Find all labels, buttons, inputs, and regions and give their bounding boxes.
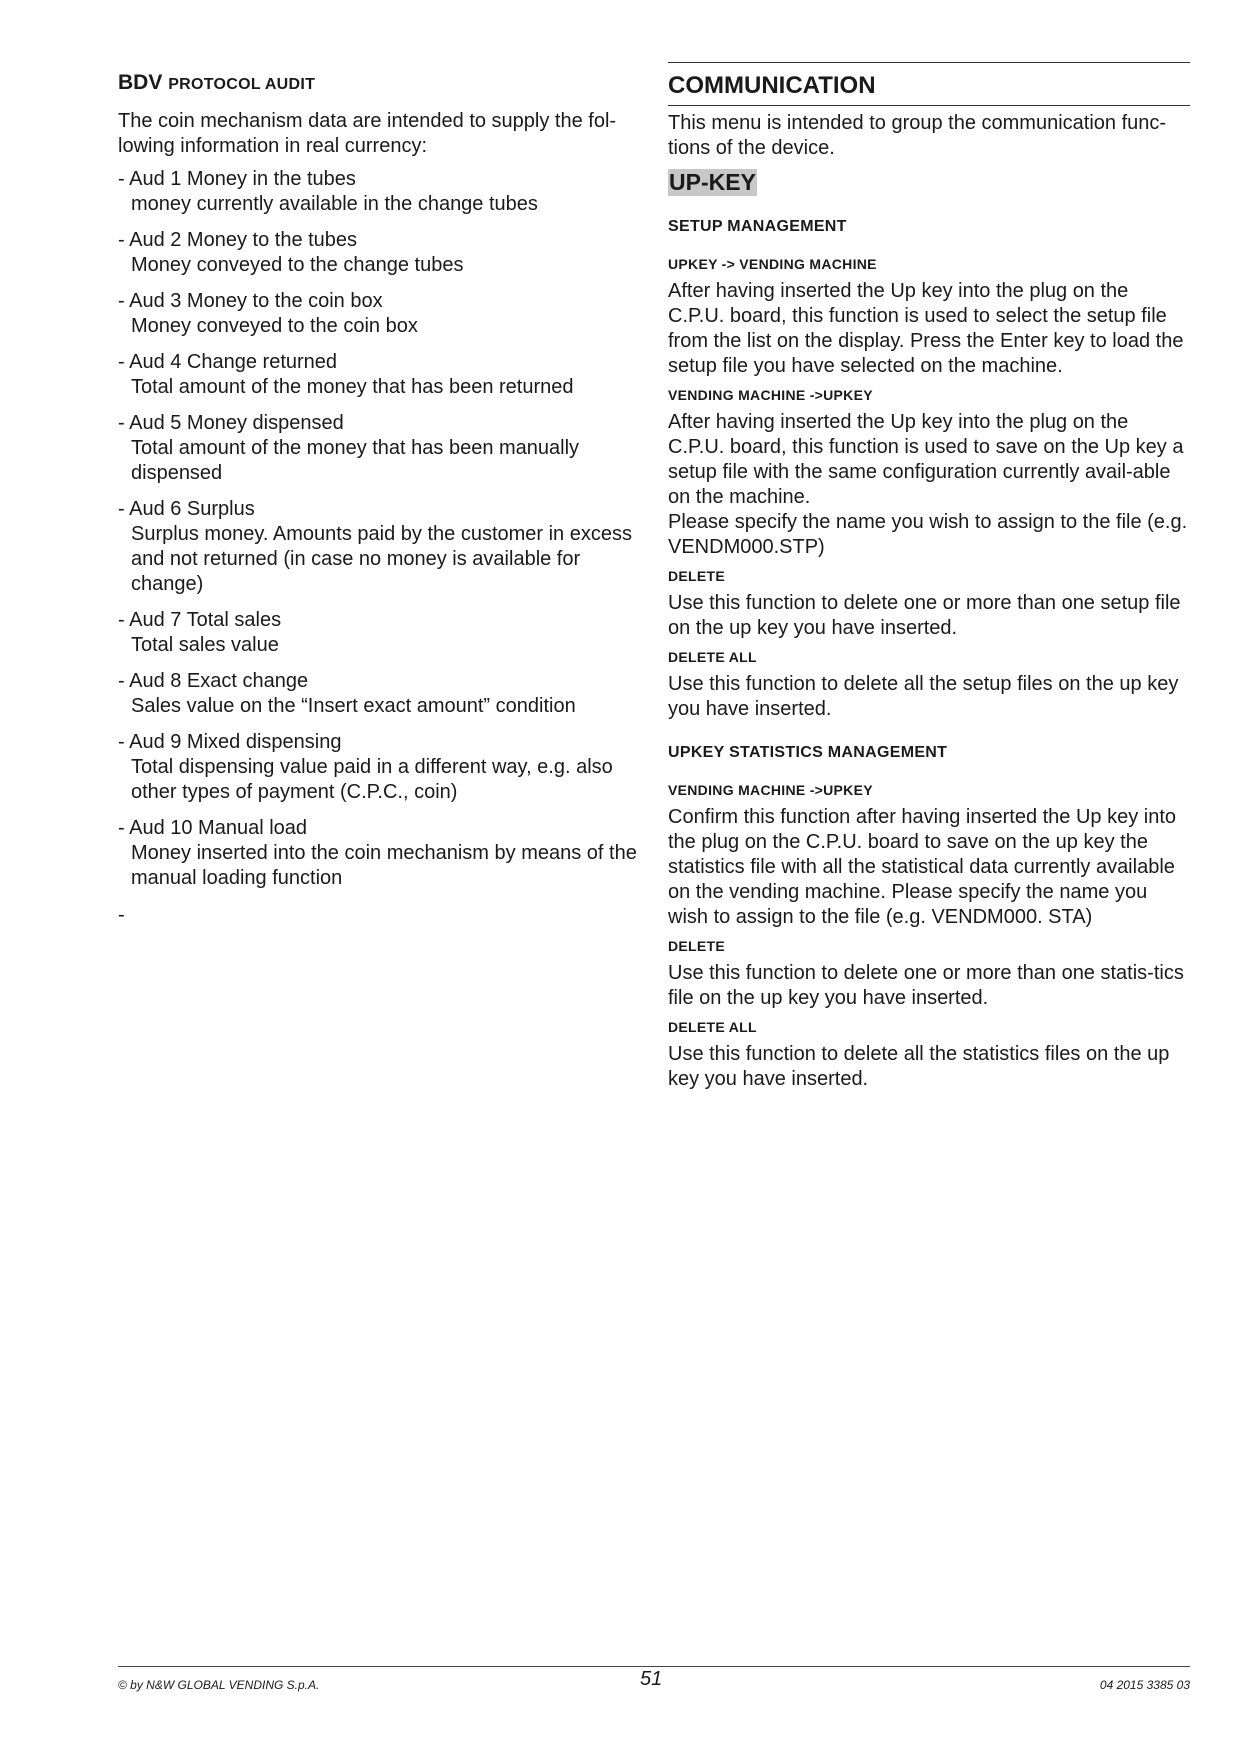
aud-label: - Aud 7 Total sales — [118, 609, 282, 632]
setup-text-delete: Use this function to delete one or more than one setup file on the up key you have inserted. — [668, 592, 1181, 640]
setup-text-filename: Please specify the name you wish to assign to the file (e.g. VENDM000.STP) — [668, 511, 1188, 559]
section-intro: This menu is intended to group the communication func-tions of the device. — [668, 112, 1167, 160]
aud-desc: Total amount of the money that has been manually dispensed — [131, 437, 580, 485]
setup-text-vm-to-upkey: After having inserted the Up key into the plug on the C.P.U. board, this function is used to save on the Up key a setup file with the same configuration currently avail-able on the machine. — [668, 411, 1184, 509]
section-title: COMMUNICATION — [668, 72, 876, 99]
stats-sub-delete: DELETE — [668, 938, 726, 955]
right-column — [668, 62, 1190, 1100]
stats-sub-vm-to-upkey: VENDING MACHINE ->UPKEY — [668, 782, 873, 799]
aud-label: - Aud 4 Change returned — [118, 351, 338, 374]
list-item — [118, 167, 638, 217]
aud-desc: Money inserted into the coin mechanism by means of the manual loading function — [131, 842, 637, 890]
setup-text-upkey-to-vm: After having inserted the Up key into the plug on the C.P.U. board, this function is used to select the setup file from the list on the display. Press the Enter key to load the setup file you have selected on the machine. — [668, 280, 1184, 378]
setup-heading: SETUP MANAGEMENT — [668, 218, 847, 236]
aud-label: - Aud 9 Mixed dispensing — [118, 731, 342, 754]
aud-label: - Aud 2 Money to the tubes — [118, 229, 358, 252]
left-column — [118, 62, 638, 928]
setup-text-delete-all: Use this function to delete all the setup files on the up key you have inserted. — [668, 673, 1179, 721]
stats-heading: UPKEY STATISTICS MANAGEMENT — [668, 744, 948, 762]
stats-text-vm-to-upkey: Confirm this function after having inserted the Up key into the plug on the C.P.U. board to save on the up key the statistics file with all the statistical data currently available on the vending machine. Please specify the name you wish to assign to the file (e.g. VENDM000. STA) — [668, 806, 1177, 929]
aud-label: - Aud 3 Money to the coin box — [118, 290, 383, 313]
stats-text-delete-all: Use this function to delete all the statistics files on the up key you have inserted. — [668, 1043, 1170, 1091]
list-item — [118, 228, 638, 278]
aud-label: - Aud 8 Exact change — [118, 670, 309, 693]
aud-label: - Aud 10 Manual load — [118, 817, 308, 840]
audit-heading — [118, 70, 638, 95]
audit-intro: The coin mechanism data are intended to supply the fol-lowing information in real currency: — [118, 110, 617, 158]
list-item — [118, 350, 638, 400]
aud-desc: Sales value on the “Insert exact amount” condition — [131, 695, 576, 718]
aud-desc: Money conveyed to the change tubes — [131, 254, 464, 277]
list-item — [118, 497, 638, 597]
aud-desc: Total sales value — [131, 634, 279, 657]
footer-copyright: © by N&W GLOBAL VENDING S.p.A. — [118, 1678, 320, 1692]
setup-sub-upkey-to-vm: UPKEY -> VENDING MACHINE — [668, 256, 877, 273]
aud-desc: Total dispensing value paid in a different way, e.g. also other types of payment (C.P.C., coin) — [131, 756, 613, 804]
upkey-title: UP-KEY — [669, 169, 756, 196]
page-number: 51 — [640, 1668, 663, 1690]
aud-label: - Aud 1 Money in the tubes — [118, 168, 356, 191]
list-item — [118, 816, 638, 891]
aud-label: - Aud 6 Surplus — [118, 498, 255, 521]
footer-doc-code: 04 2015 3385 03 — [1099, 1678, 1190, 1692]
audit-heading-bold: BDV — [118, 71, 163, 94]
setup-sub-delete: DELETE — [668, 568, 726, 585]
list-item — [118, 411, 638, 486]
setup-sub-vm-to-upkey: VENDING MACHINE ->UPKEY — [668, 387, 873, 404]
aud-desc: Surplus money. Amounts paid by the customer in excess and not returned (in case no money is available for change) — [131, 523, 632, 596]
footer-divider — [118, 1666, 1190, 1667]
list-item — [118, 669, 638, 719]
divider — [668, 105, 1190, 106]
stats-text-delete: Use this function to delete one or more than one statis-tics file on the up key you have inserted. — [668, 962, 1184, 1010]
aud-desc: money currently available in the change tubes — [131, 193, 538, 216]
list-item — [118, 608, 638, 658]
list-item — [118, 289, 638, 339]
stats-sub-delete-all: DELETE ALL — [668, 1019, 757, 1036]
aud-desc: Money conveyed to the coin box — [131, 315, 418, 338]
setup-sub-delete-all: DELETE ALL — [668, 649, 757, 666]
aud-label: - Aud 5 Money dispensed — [118, 412, 344, 435]
aud-desc: Total amount of the money that has been returned — [131, 376, 574, 399]
audit-heading-rest: PROTOCOL AUDIT — [168, 76, 316, 93]
trailing-dash: - — [118, 904, 125, 927]
list-item — [118, 730, 638, 805]
